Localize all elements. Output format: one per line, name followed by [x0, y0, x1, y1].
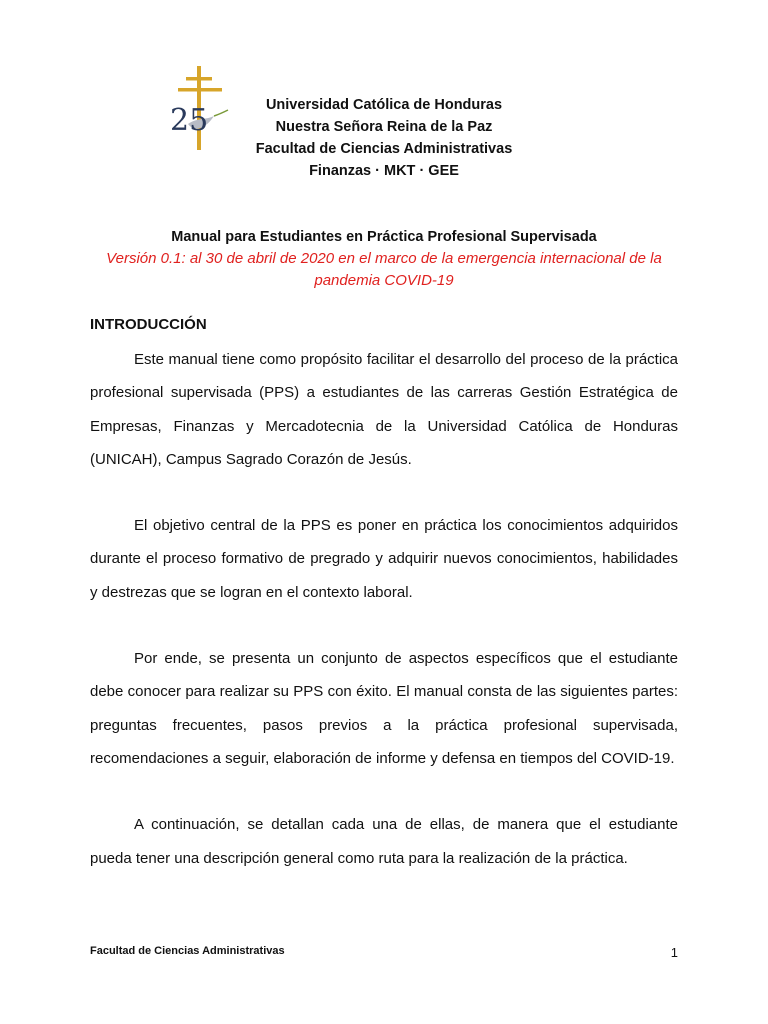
- section-heading: INTRODUCCIÓN: [90, 316, 207, 333]
- paragraph-2: El objetivo central de la PPS es poner en práctica los conocimientos adquiridos durante el proceso formativo de pregrado y adquirir nuevos conocimientos, habilidades y destrezas que se logran en el contexto laboral.: [90, 517, 678, 601]
- faculty-name: Facultad de Ciencias Administrativas: [255, 141, 513, 157]
- university-subtitle: Nuestra Señora Reina de la Paz: [275, 119, 493, 135]
- paragraph-3: Por ende, se presenta un conjunto de aspectos específicos que el estudiante debe conocer para realizar su PPS con éxito. El manual consta de las siguientes partes: preguntas frecuentes, pasos previos a la práctica profesional supervisada, recomendaciones a seguir, elaboración de informe y defensa en tiempos del COVID-19.: [90, 650, 678, 767]
- section-body: [90, 343, 678, 908]
- institution-header: [200, 94, 568, 182]
- programs-line: Finanzas · MKT · GEE: [309, 163, 459, 179]
- title-block: [80, 226, 688, 292]
- footer-faculty: Facultad de Ciencias Administrativas: [90, 945, 285, 957]
- university-name: Universidad Católica de Honduras: [265, 97, 503, 113]
- anniversary-number: 25: [170, 103, 209, 138]
- paragraph-1: Este manual tiene como propósito facilitar el desarrollo del proceso de la práctica profesional supervisada (PPS) a estudiantes de las carreras Gestión Estratégica de Empresas, Finanzas y Mercadotecnia de la Universidad Católica de Honduras (UNICAH), Campus Sagrado Corazón de Jesús.: [90, 351, 678, 468]
- page-number: 1: [670, 945, 678, 960]
- paragraph-4: A continuación, se detallan cada una de ellas, de manera que el estudiante pueda tener una descripción general como ruta para la realización de la práctica.: [90, 816, 678, 867]
- document-title: Manual para Estudiantes en Práctica Profesional Supervisada: [171, 229, 597, 245]
- document-version: Versión 0.1: al 30 de abril de 2020 en el marco de la emergencia internacional de la pandemia COVID-19: [106, 250, 662, 289]
